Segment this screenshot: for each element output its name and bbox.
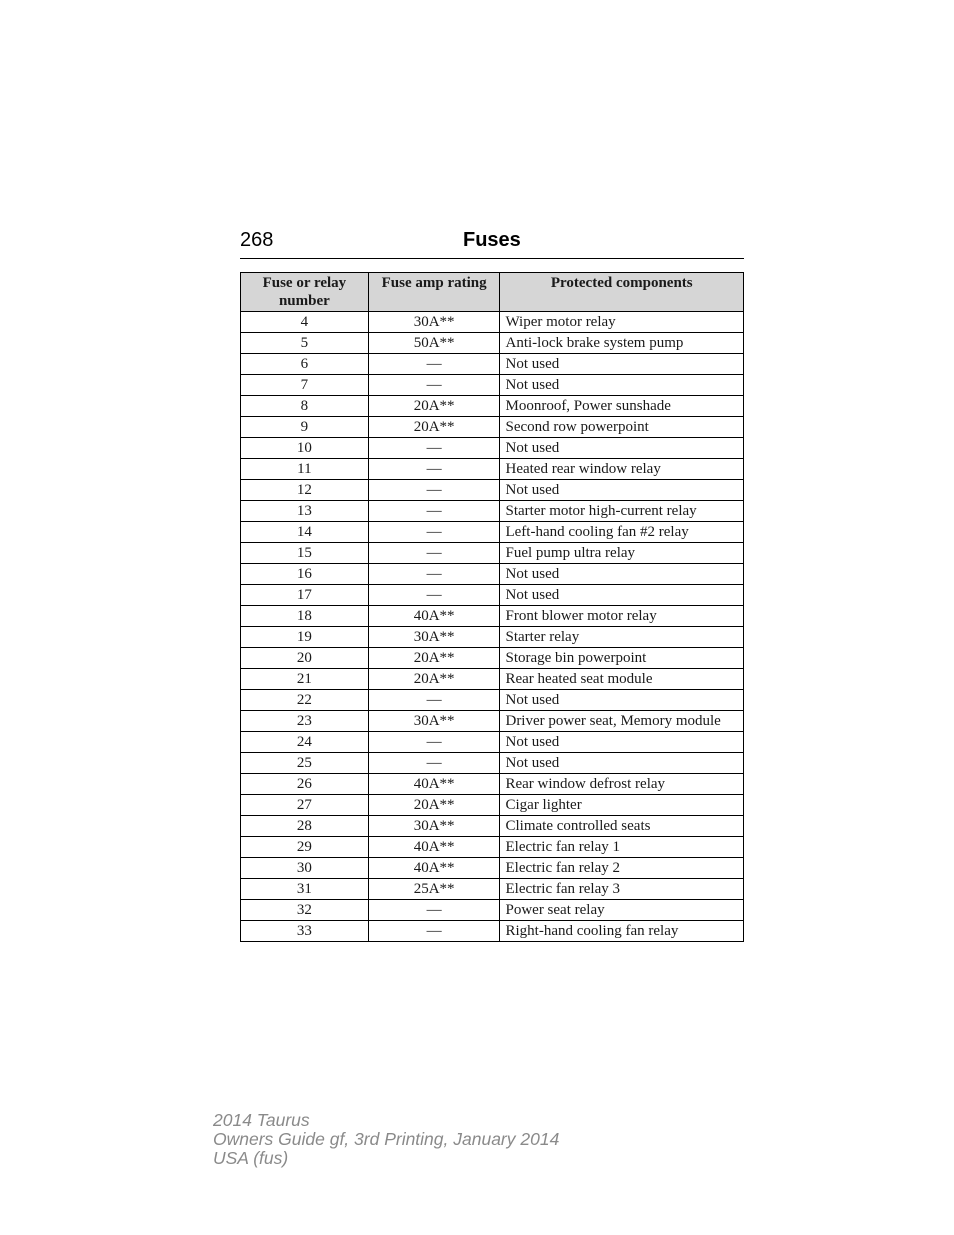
amp-rating-cell: — — [368, 921, 500, 942]
amp-rating-cell: — — [368, 438, 500, 459]
fuse-number-cell: 24 — [241, 732, 369, 753]
fuse-number-cell: 18 — [241, 606, 369, 627]
amp-rating-cell: — — [368, 543, 500, 564]
footer-market — [213, 1149, 559, 1168]
fuse-number-cell: 10 — [241, 438, 369, 459]
amp-rating-cell: — — [368, 354, 500, 375]
fuse-number-cell: 14 — [241, 522, 369, 543]
column-header-fuse-number: Fuse or relay number — [241, 273, 369, 312]
protected-component-cell: Moonroof, Power sunshade — [500, 396, 744, 417]
page-header — [240, 229, 744, 259]
fuse-number-cell: 29 — [241, 837, 369, 858]
amp-rating-cell: 40A** — [368, 858, 500, 879]
fuse-number-cell: 5 — [241, 333, 369, 354]
protected-component-cell: Not used — [500, 480, 744, 501]
protected-component-cell: Driver power seat, Memory module — [500, 711, 744, 732]
fuse-number-cell: 13 — [241, 501, 369, 522]
fuse-number-cell: 28 — [241, 816, 369, 837]
fuse-number-cell: 19 — [241, 627, 369, 648]
table-row — [241, 522, 744, 543]
protected-component-cell: Right-hand cooling fan relay — [500, 921, 744, 942]
protected-component-cell: Not used — [500, 354, 744, 375]
protected-component-cell: Rear heated seat module — [500, 669, 744, 690]
protected-component-cell: Electric fan relay 3 — [500, 879, 744, 900]
protected-component-cell: Wiper motor relay — [500, 312, 744, 333]
table-row — [241, 459, 744, 480]
protected-component-cell: Cigar lighter — [500, 795, 744, 816]
amp-rating-cell: 20A** — [368, 396, 500, 417]
amp-rating-cell: — — [368, 375, 500, 396]
table-row — [241, 606, 744, 627]
table-row — [241, 879, 744, 900]
amp-rating-cell: 40A** — [368, 837, 500, 858]
table-body — [241, 312, 744, 942]
footer-country: USA — [213, 1148, 249, 1168]
fuse-number-cell: 8 — [241, 396, 369, 417]
fuse-number-cell: 7 — [241, 375, 369, 396]
fuse-number-cell: 20 — [241, 648, 369, 669]
section-title: Fuses — [463, 229, 521, 251]
fuse-number-cell: 11 — [241, 459, 369, 480]
amp-rating-cell: — — [368, 564, 500, 585]
protected-component-cell: Not used — [500, 438, 744, 459]
amp-rating-cell: — — [368, 459, 500, 480]
amp-rating-cell: — — [368, 522, 500, 543]
amp-rating-cell: — — [368, 501, 500, 522]
amp-rating-cell: 20A** — [368, 795, 500, 816]
amp-rating-cell: 25A** — [368, 879, 500, 900]
amp-rating-cell: — — [368, 732, 500, 753]
amp-rating-cell: — — [368, 480, 500, 501]
fuse-number-cell: 17 — [241, 585, 369, 606]
fuse-number-cell: 23 — [241, 711, 369, 732]
footer-code: (fus) — [253, 1148, 289, 1168]
protected-component-cell: Not used — [500, 690, 744, 711]
fuse-number-cell: 6 — [241, 354, 369, 375]
footer-edition: Owners Guide gf, 3rd Printing, January 2014 — [213, 1129, 560, 1149]
table-row — [241, 417, 744, 438]
protected-component-cell: Anti-lock brake system pump — [500, 333, 744, 354]
table-row — [241, 648, 744, 669]
fuse-number-cell: 22 — [241, 690, 369, 711]
table-header-row — [241, 273, 744, 312]
amp-rating-cell: — — [368, 585, 500, 606]
amp-rating-cell: 40A** — [368, 606, 500, 627]
column-header-protected-components: Protected components — [500, 273, 744, 312]
fuse-number-cell: 25 — [241, 753, 369, 774]
protected-component-cell: Rear window defrost relay — [500, 774, 744, 795]
table-row — [241, 795, 744, 816]
amp-rating-cell: 20A** — [368, 669, 500, 690]
table-row — [241, 396, 744, 417]
fuse-number-cell: 21 — [241, 669, 369, 690]
table-row — [241, 333, 744, 354]
protected-component-cell: Not used — [500, 375, 744, 396]
fuse-number-cell: 12 — [241, 480, 369, 501]
protected-component-cell: Not used — [500, 585, 744, 606]
table-row — [241, 312, 744, 333]
amp-rating-cell: 30A** — [368, 711, 500, 732]
amp-rating-cell: 30A** — [368, 312, 500, 333]
fuse-number-cell: 9 — [241, 417, 369, 438]
protected-component-cell: Not used — [500, 732, 744, 753]
protected-component-cell: Fuel pump ultra relay — [500, 543, 744, 564]
table-row — [241, 816, 744, 837]
amp-rating-cell: 50A** — [368, 333, 500, 354]
fuse-number-cell: 27 — [241, 795, 369, 816]
fuse-number-cell: 4 — [241, 312, 369, 333]
fuse-number-cell: 31 — [241, 879, 369, 900]
table-row — [241, 480, 744, 501]
protected-component-cell: Not used — [500, 564, 744, 585]
table-row — [241, 669, 744, 690]
amp-rating-cell: 20A** — [368, 648, 500, 669]
protected-component-cell: Starter relay — [500, 627, 744, 648]
table-row — [241, 774, 744, 795]
footer-model: 2014 Taurus — [213, 1110, 310, 1130]
table-row — [241, 627, 744, 648]
table-row — [241, 501, 744, 522]
protected-component-cell: Electric fan relay 1 — [500, 837, 744, 858]
amp-rating-cell: — — [368, 900, 500, 921]
protected-component-cell: Second row powerpoint — [500, 417, 744, 438]
fuse-number-cell: 26 — [241, 774, 369, 795]
table-row — [241, 564, 744, 585]
document-footer — [213, 1111, 559, 1168]
table-row — [241, 585, 744, 606]
fuse-number-cell: 16 — [241, 564, 369, 585]
table-row — [241, 837, 744, 858]
table-row — [241, 858, 744, 879]
fuse-number-cell: 33 — [241, 921, 369, 942]
amp-rating-cell: — — [368, 753, 500, 774]
column-header-amp-rating: Fuse amp rating — [368, 273, 500, 312]
fuse-number-cell: 32 — [241, 900, 369, 921]
amp-rating-cell: 40A** — [368, 774, 500, 795]
fuse-number-cell: 15 — [241, 543, 369, 564]
table-row — [241, 732, 744, 753]
protected-component-cell: Storage bin powerpoint — [500, 648, 744, 669]
table-row — [241, 753, 744, 774]
protected-component-cell: Power seat relay — [500, 900, 744, 921]
protected-component-cell: Climate controlled seats — [500, 816, 744, 837]
table-row — [241, 900, 744, 921]
amp-rating-cell: 30A** — [368, 816, 500, 837]
table-row — [241, 375, 744, 396]
protected-component-cell: Electric fan relay 2 — [500, 858, 744, 879]
protected-component-cell: Front blower motor relay — [500, 606, 744, 627]
table-row — [241, 438, 744, 459]
table-row — [241, 921, 744, 942]
protected-component-cell: Starter motor high-current relay — [500, 501, 744, 522]
table-row — [241, 711, 744, 732]
protected-component-cell: Heated rear window relay — [500, 459, 744, 480]
table-row — [241, 690, 744, 711]
table-row — [241, 543, 744, 564]
fuse-table — [240, 272, 744, 942]
amp-rating-cell: 30A** — [368, 627, 500, 648]
table-row — [241, 354, 744, 375]
protected-component-cell: Left-hand cooling fan #2 relay — [500, 522, 744, 543]
fuse-number-cell: 30 — [241, 858, 369, 879]
protected-component-cell: Not used — [500, 753, 744, 774]
amp-rating-cell: 20A** — [368, 417, 500, 438]
page-number: 268 — [240, 229, 274, 251]
amp-rating-cell: — — [368, 690, 500, 711]
